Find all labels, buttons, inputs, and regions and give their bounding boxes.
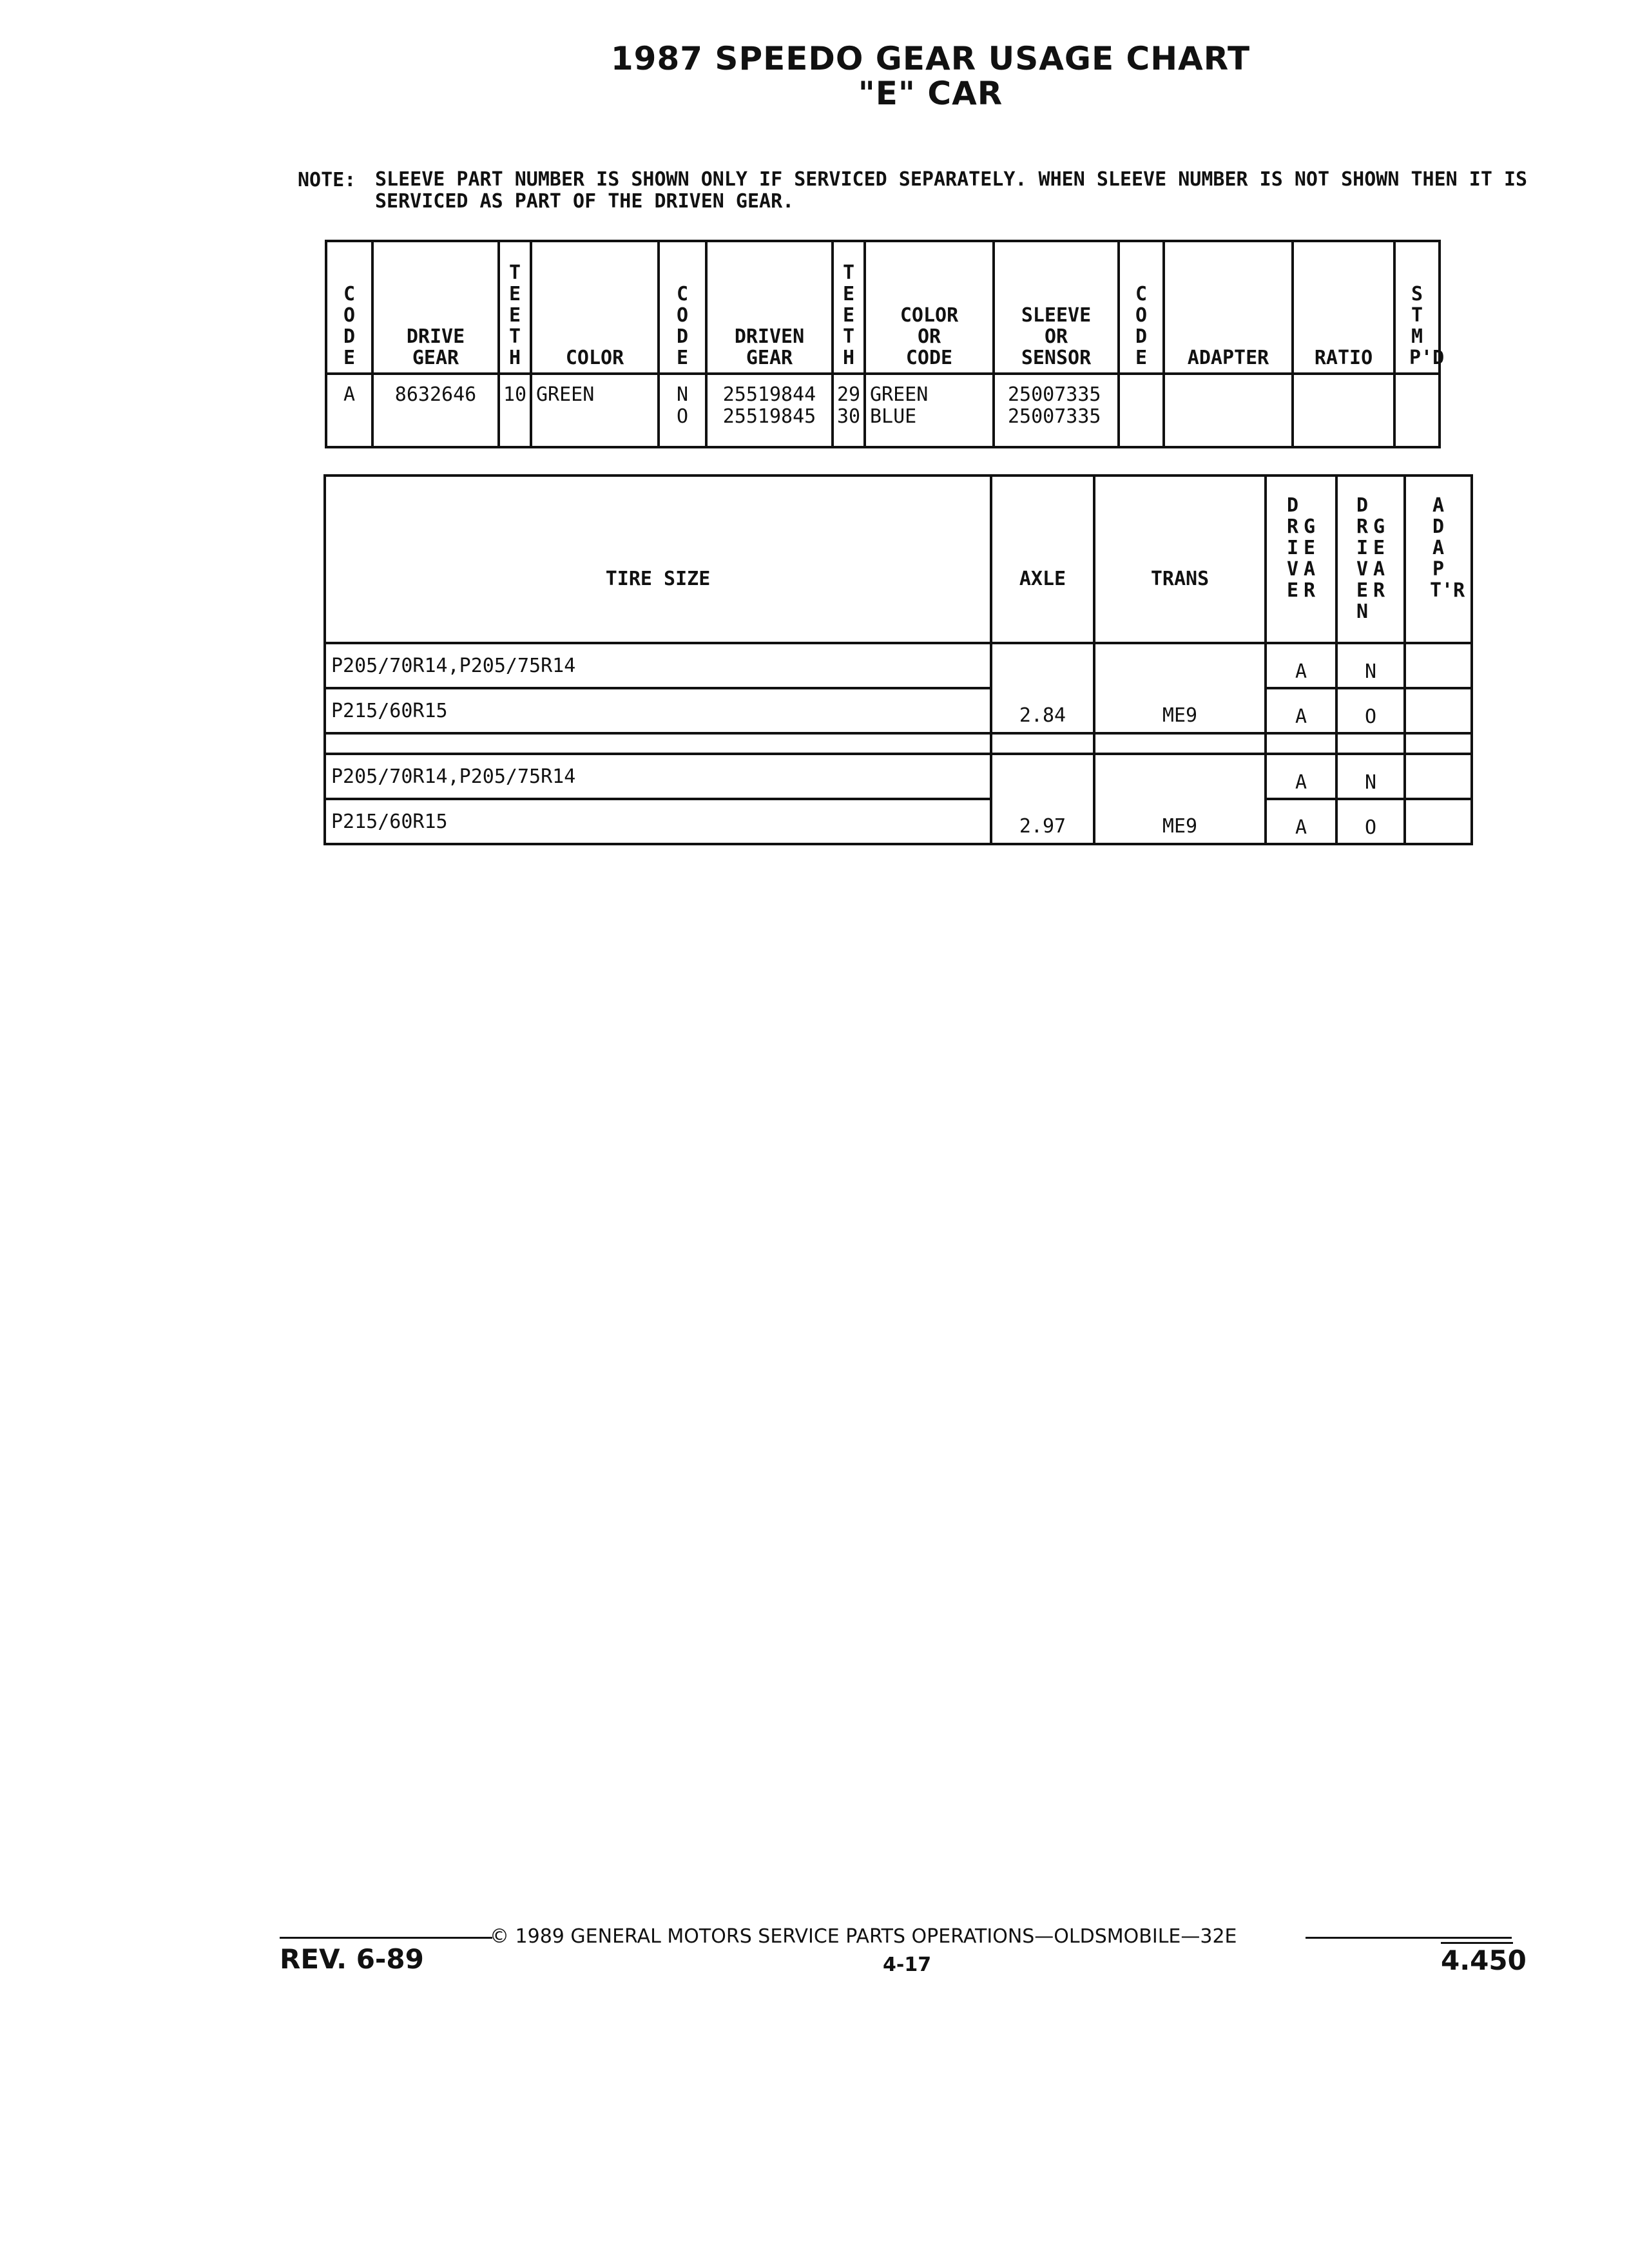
header-ratio: RATIO (1293, 241, 1394, 374)
header-drive-gear: DRIVE GEAR (372, 241, 499, 374)
section-number: 4.450 (1441, 1945, 1527, 1976)
adapter-code (1405, 799, 1472, 844)
row-ratio (1293, 374, 1394, 447)
footer-rule-left (280, 1937, 492, 1939)
adapter-code (1405, 754, 1472, 799)
note-text: SLEEVE PART NUMBER IS SHOWN ONLY IF SERVICED SEPARATELY. WHEN SLEEVE NUMBER IS NOT SHOWN THEN IT IS SERVICED AS PART OF THE DRIVEN GEAR. (375, 168, 1528, 213)
header-teeth-2: TEETH (833, 241, 865, 374)
header-stmpd: STMP'D (1394, 241, 1440, 374)
section-rule (1441, 1942, 1513, 1944)
title-line-1: 1987 SPEEDO GEAR USAGE CHART (610, 40, 1251, 77)
drive-gear-code: A (1266, 643, 1336, 688)
row-adapter (1164, 374, 1293, 447)
note-label: NOTE: (298, 169, 356, 191)
tire-size: P205/70R14,P205/75R14 (325, 754, 991, 799)
row-code: A (326, 374, 372, 447)
header-driven-gear: DRIVENGEAR (1336, 476, 1405, 643)
row-driven-gears (706, 374, 833, 447)
table-row (325, 799, 1472, 844)
header-sleeve-or-sensor: SLEEVE OR SENSOR (994, 241, 1119, 374)
gear-table-header (326, 241, 1440, 374)
copyright-line: © 1989 GENERAL MOTORS SERVICE PARTS OPERATIONS—OLDSMOBILE—32E (490, 1925, 1237, 1948)
tire-size: P215/60R15 (325, 799, 991, 844)
tire-size: P215/60R15 (325, 688, 991, 733)
adapter-code (1405, 688, 1472, 733)
drive-gear-code: A (1266, 688, 1336, 733)
header-code-2: CODE (659, 241, 706, 374)
gear-table (325, 240, 1445, 448)
driven-gear-code: O (1336, 688, 1405, 733)
driven-gear: 25519845 (722, 405, 816, 428)
row-color: GREEN (531, 374, 659, 447)
table-row (325, 754, 1472, 799)
row-driven-colors (865, 374, 994, 447)
driven-code: N (676, 383, 689, 406)
header-adapter: ADAPTER (1164, 241, 1293, 374)
footer-rule-right (1306, 1937, 1512, 1939)
driven-gear-code: O (1336, 799, 1405, 844)
driven-teeth: 30 (836, 405, 861, 428)
header-trans: TRANS (1094, 476, 1266, 643)
drive-gear-code: A (1266, 754, 1336, 799)
driven-color: GREEN (870, 383, 929, 406)
drive-gear-code: A (1266, 799, 1336, 844)
row-driven-teeth (833, 374, 865, 447)
header-driven-gear: DRIVEN GEAR (706, 241, 833, 374)
adapter-code (1405, 643, 1472, 688)
row-teeth: 10 (499, 374, 531, 447)
row-sleeves (994, 374, 1119, 447)
driven-gear-code: N (1336, 643, 1405, 688)
page-number: 4-17 (883, 1954, 932, 1976)
tire-size: P205/70R14,P205/75R14 (325, 643, 991, 688)
header-drive-gear: DRIVEGEAR (1266, 476, 1336, 643)
header-teeth: TEETH (499, 241, 531, 374)
usage-table-header (325, 476, 1472, 643)
header-axle: AXLE (991, 476, 1094, 643)
header-tire-size: TIRE SIZE (325, 476, 991, 643)
driven-color: BLUE (870, 405, 917, 428)
driven-gear-code: N (1336, 754, 1405, 799)
page-title (0, 41, 1629, 111)
trans-code: ME9 (1094, 754, 1266, 844)
header-color: COLOR (531, 241, 659, 374)
header-code: CODE (326, 241, 372, 374)
row-drive-gear: 8632646 (372, 374, 499, 447)
sleeve-number: 25007335 (1008, 405, 1101, 428)
table-spacer-row (325, 733, 1472, 754)
table-row (325, 643, 1472, 688)
row-stmpd (1394, 374, 1440, 447)
sleeve-number: 25007335 (1008, 383, 1101, 406)
driven-gear: 25519844 (722, 383, 816, 406)
trans-code: ME9 (1094, 643, 1266, 733)
header-color-or-code: COLOR OR CODE (865, 241, 994, 374)
axle-ratio: 2.84 (991, 643, 1094, 733)
row-code-3 (1119, 374, 1164, 447)
row-driven-codes (659, 374, 706, 447)
usage-table (323, 474, 1473, 845)
driven-teeth: 29 (836, 383, 861, 406)
revision-date: REV. 6-89 (280, 1943, 424, 1975)
title-line-2: "E" CAR (858, 75, 1003, 112)
driven-code: O (676, 405, 689, 428)
header-code-3: CODE (1119, 241, 1164, 374)
axle-ratio: 2.97 (991, 754, 1094, 844)
header-adapter: ADAPT'R (1405, 476, 1472, 643)
table-row (325, 688, 1472, 733)
gear-table-row (326, 374, 1440, 447)
